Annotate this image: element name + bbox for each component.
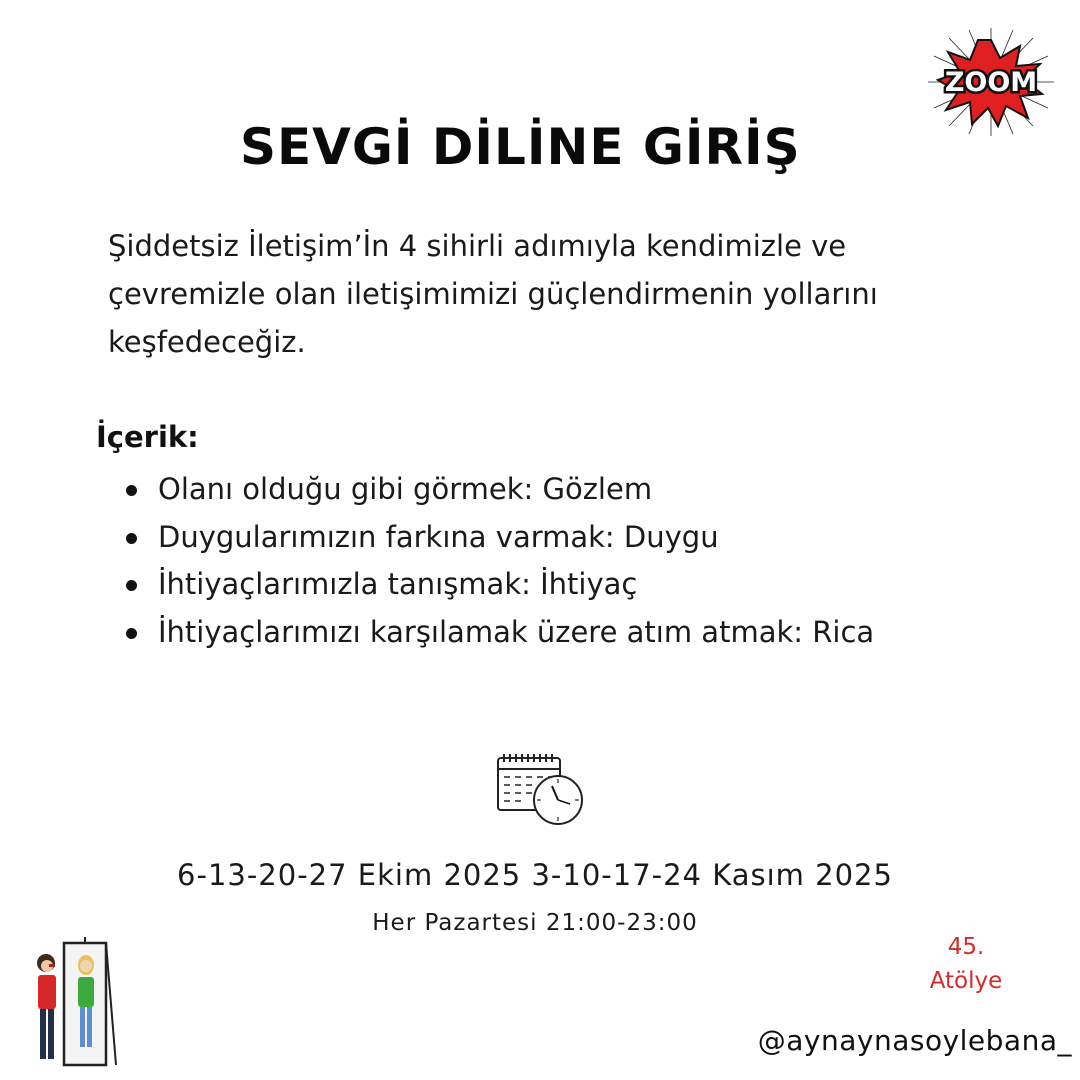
zoom-logo-text: ZOOM	[944, 67, 1038, 98]
calendar-clock-icon	[495, 752, 587, 828]
list-item: İhtiyaçlarımızı karşılamak üzere atım atmak: Rica	[124, 609, 874, 657]
event-time: Her Pazartesi 21:00-23:00	[372, 910, 698, 936]
instagram-handle[interactable]: @aynaynasoylebana_	[757, 1024, 1072, 1057]
list-item: İhtiyaçlarımızla tanışmak: İhtiyaç	[124, 561, 874, 609]
list-item: Duygularımızın farkına varmak: Duygu	[124, 514, 874, 562]
page-title: SEVGİ DİLİNE GİRİŞ	[240, 118, 801, 176]
workshop-number: 45.	[947, 934, 985, 960]
workshop-label: Atölye	[929, 968, 1003, 994]
zoom-logo	[928, 28, 1054, 136]
content-heading: İçerik:	[96, 420, 199, 454]
content-list	[124, 466, 874, 656]
list-item: Olanı olduğu gibi görmek: Gözlem	[124, 466, 874, 514]
workshop-badge	[906, 930, 1026, 998]
intro-paragraph: Şiddetsiz İletişim’İn 4 sihirli adımıyla kendimizle ve çevremizle olan iletişimimizi güçlendirmenin yollarını keşfedeceğiz.	[108, 229, 878, 359]
event-dates: 6-13-20-27 Ekim 2025 3-10-17-24 Kasım 2025	[177, 858, 893, 892]
mirror-illustration	[30, 935, 120, 1070]
